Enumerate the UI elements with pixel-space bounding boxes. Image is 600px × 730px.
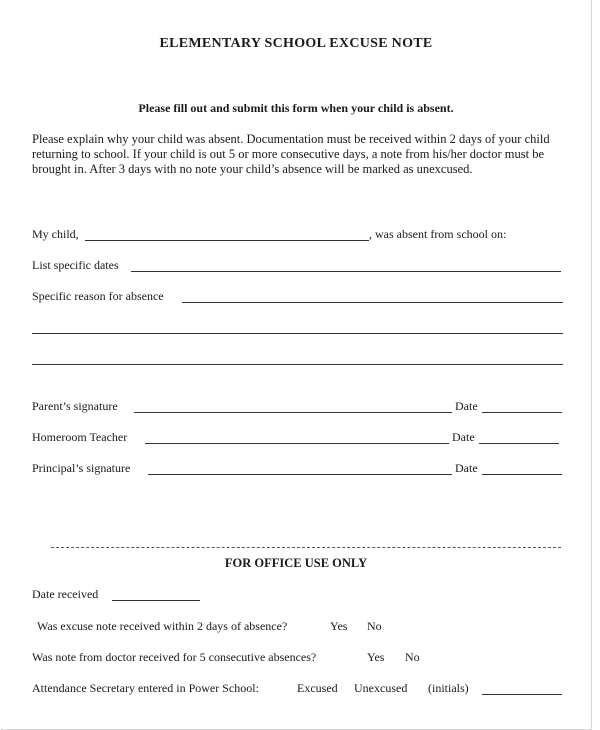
principal-signature-label: Principal’s signature: [32, 461, 131, 475]
question-doctor-note: Was note from doctor received for 5 consecutive absences?: [32, 650, 317, 664]
initials-field[interactable]: [482, 694, 562, 695]
instructions-paragraph: Please explain why your child was absent. Documentation must be received within 2 days of your child returning to school. If your child is out 5 or more consecutive days, a note from his/her doctor must be brought in. After 3 days with no note your child’s absence will be marked as unexcused.: [32, 132, 550, 176]
homeroom-teacher-label: Homeroom Teacher: [32, 430, 128, 444]
dates-label: List specific dates: [32, 258, 119, 272]
homeroom-teacher-field[interactable]: [145, 443, 449, 444]
parent-signature-field[interactable]: [134, 412, 452, 413]
dates-field[interactable]: [131, 271, 561, 272]
date-received-label: Date received: [32, 587, 99, 601]
parent-date-field[interactable]: [482, 412, 562, 413]
homeroom-date-field[interactable]: [479, 443, 559, 444]
homeroom-date-label: Date: [452, 430, 475, 444]
reason-label: Specific reason for absence: [32, 289, 164, 303]
child-label: My child,: [32, 227, 79, 241]
office-use-heading: FOR OFFICE USE ONLY: [224, 556, 368, 570]
q2-no-option[interactable]: No: [405, 650, 420, 664]
parent-signature-label: Parent’s signature: [32, 399, 118, 413]
parent-date-label: Date: [455, 399, 478, 413]
question-excuse-timely: Was excuse note received within 2 days of absence?: [37, 619, 288, 633]
q1-yes-option[interactable]: Yes: [330, 619, 348, 633]
form-page: [1, 0, 592, 730]
document-subtitle: Please fill out and submit this form when your child is absent.: [138, 101, 454, 115]
initials-label: (initials): [428, 681, 469, 695]
principal-signature-field[interactable]: [148, 474, 452, 475]
reason-field[interactable]: [182, 302, 563, 303]
date-received-field[interactable]: [112, 600, 200, 601]
q1-no-option[interactable]: No: [367, 619, 382, 633]
document-title: ELEMENTARY SCHOOL EXCUSE NOTE: [159, 36, 433, 51]
unexcused-option[interactable]: Unexcused: [354, 681, 408, 695]
principal-date-label: Date: [455, 461, 478, 475]
excused-option[interactable]: Excused: [297, 681, 338, 695]
attendance-entry-label: Attendance Secretary entered in Power School:: [32, 681, 259, 695]
cut-line-divider: [51, 547, 561, 548]
child-name-field[interactable]: [85, 240, 369, 241]
reason-line-2[interactable]: [32, 333, 563, 334]
principal-date-field[interactable]: [482, 474, 562, 475]
q2-yes-option[interactable]: Yes: [367, 650, 385, 664]
child-absent-suffix: , was absent from school on:: [369, 227, 507, 241]
reason-line-3[interactable]: [32, 364, 563, 365]
